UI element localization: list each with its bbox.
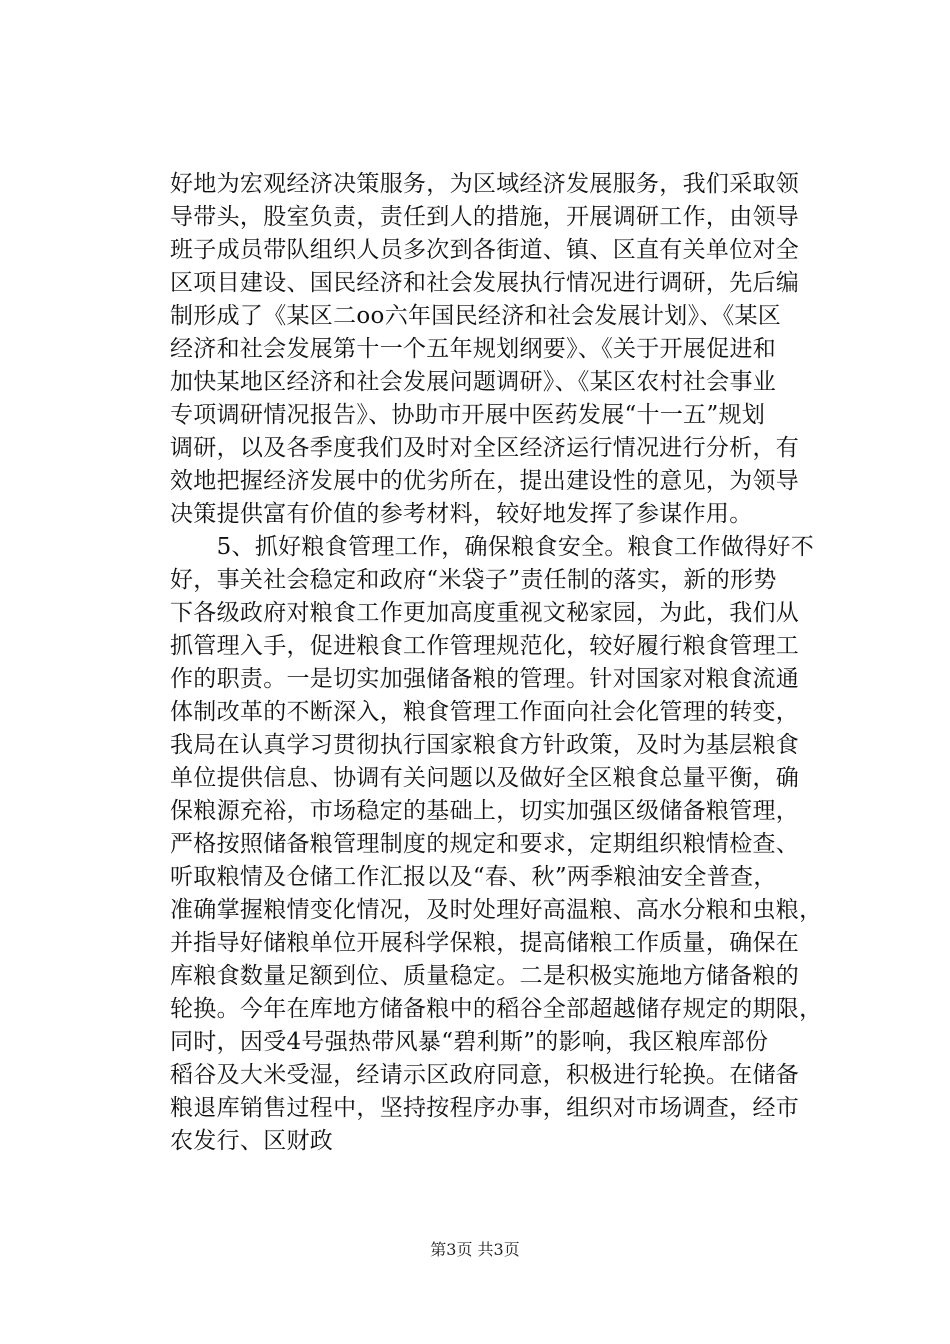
text-line: 经济和社会发展第十一个五年规划纲要》、《关于开展促进和 [170, 336, 777, 362]
text-line: 保粮源充裕，市场稳定的基础上，切实加强区级储备粮管理， [170, 798, 800, 824]
text-line: 体制改革的不断深入，粮食管理工作面向社会化管理的转变， [170, 699, 800, 725]
body-text [170, 168, 823, 1158]
text-line: 区项目建设、国民经济和社会发展执行情况进行调研，先后编 [170, 270, 800, 296]
text-line: 作的职责。一是切实加强储备粮的管理。针对国家对粮食流通 [170, 666, 800, 692]
page-number: 第3页 共3页 [430, 1240, 520, 1259]
text-line: 好，事关社会稳定和政府“米袋子”责任制的落实，新的形势 [170, 567, 777, 593]
text-line: 农发行、区财政 [170, 1128, 334, 1154]
text-line: 严格按照储备粮管理制度的规定和要求，定期组织粮情检查、 [170, 831, 800, 857]
text-line: 导带头，股室负责，责任到人的措施，开展调研工作，由领导 [170, 204, 800, 230]
text-line: 并指导好储粮单位开展科学保粮，提高储粮工作质量，确保在 [170, 930, 800, 956]
text-line: 库粮食数量足额到位、质量稳定。二是积极实施地方储备粮的 [170, 963, 800, 989]
text-line: 调研，以及各季度我们及时对全区经济运行情况进行分析，有 [170, 435, 800, 461]
text-line: 5、抓好粮食管理工作，确保粮食安全。粮食工作做得好不 [170, 534, 815, 560]
text-line: 我局在认真学习贯彻执行国家粮食方针政策，及时为基层粮食 [170, 732, 800, 758]
text-line: 稻谷及大米受湿，经请示区政府同意，积极进行轮换。在储备 [170, 1062, 800, 1088]
text-line: 准确掌握粮情变化情况，及时处理好高温粮、高水分粮和虫粮， [170, 897, 823, 923]
text-line: 决策提供富有价值的参考材料，较好地发挥了参谋作用。 [170, 501, 753, 527]
page-footer [0, 1240, 950, 1260]
text-line: 同时，因受4号强热带风暴“碧利斯”的影响，我区粮库部份 [170, 1029, 769, 1055]
text-line: 单位提供信息、协调有关问题以及做好全区粮食总量平衡，确 [170, 765, 800, 791]
text-line: 加快某地区经济和社会发展问题调研》、《某区农村社会事业 [170, 369, 777, 395]
text-line: 好地为宏观经济决策服务，为区域经济发展服务，我们采取领 [170, 171, 800, 197]
text-line: 班子成员带队组织人员多次到各街道、镇、区直有关单位对全 [170, 237, 800, 263]
text-line: 效地把握经济发展中的优劣所在，提出建设性的意见，为领导 [170, 468, 800, 494]
text-line: 听取粮情及仓储工作汇报以及“春、秋”两季粮油安全普查， [170, 864, 777, 890]
text-line: 下各级政府对粮食工作更加高度重视文秘家园，为此，我们从 [170, 600, 800, 626]
text-line: 专项调研情况报告》、协助市开展中医药发展“十一五”规划 [170, 402, 766, 428]
text-line: 制形成了《某区二oo六年国民经济和社会发展计划》、《某区 [170, 303, 782, 329]
text-line: 轮换。今年在库地方储备粮中的稻谷全部超越储存规定的期限， [170, 996, 823, 1022]
text-line: 粮退库销售过程中，坚持按程序办事，组织对市场调查，经市 [170, 1095, 800, 1121]
text-line: 抓管理入手，促进粮食工作管理规范化，较好履行粮食管理工 [170, 633, 800, 659]
